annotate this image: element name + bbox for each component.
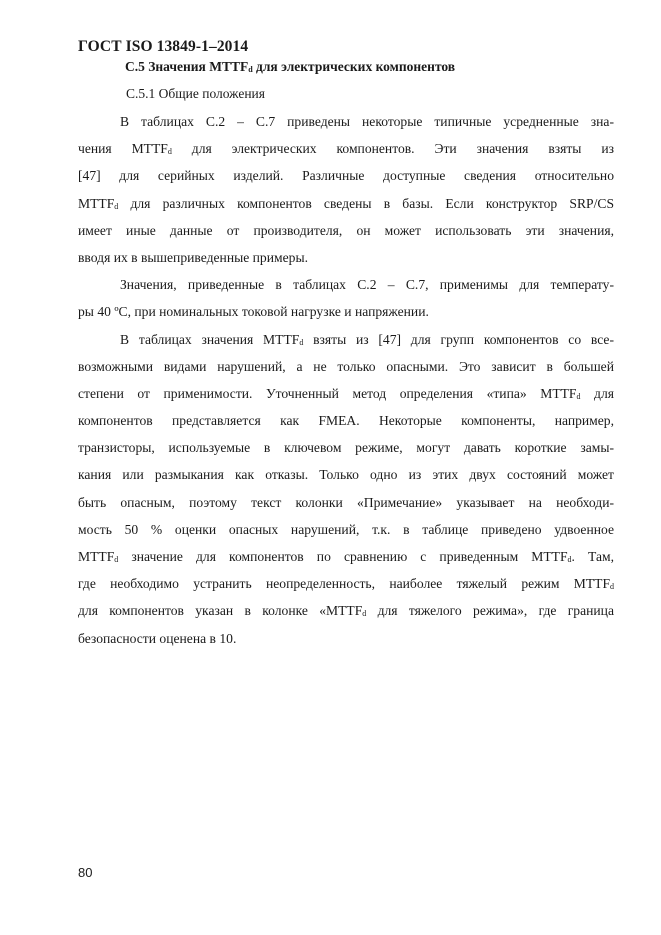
text-fragment: MTTF [78, 549, 115, 564]
subscript-d: d [114, 555, 119, 564]
text-line [78, 570, 614, 597]
text-line: ры 40 ºC, при номинальных токовой нагрузке и напряжении. [78, 304, 429, 320]
text-fragment: . Там, [571, 549, 615, 564]
body-text [78, 108, 614, 652]
text-line [78, 326, 614, 353]
subscript-d: d [567, 555, 572, 564]
text-line: имеет иные данные от производителя, он может использовать эти значения, [78, 222, 614, 238]
text-line [78, 597, 614, 624]
text-fragment: для компонентов указан в колонке «MTTF [78, 603, 363, 619]
subscript-d: d [362, 609, 367, 619]
text-line: транзисторы, используемые в ключевом режиме, могут давать короткие замы- [78, 440, 614, 456]
text-fragment: чения MTTF [78, 141, 168, 157]
text-fragment: В таблицах значения MTTF [120, 331, 300, 347]
text-line: вводя их в вышеприведенные примеры. [78, 249, 308, 265]
text-fragment: MTTF [78, 195, 115, 211]
subscript-d: d [114, 201, 119, 211]
subscript-d: d [610, 582, 614, 592]
text-fragment: взяты из [47] для групп компонентов со все- [303, 331, 614, 347]
subscript-d: d [299, 337, 304, 347]
text-line: быть опасным, поэтому текст колонки «Примечание» указывает на необходи- [78, 494, 614, 510]
text-fragment: для различных компонентов сведены в базы. Если конструктор SRP/CS [118, 195, 614, 211]
text-line: безопасности оценена в 10. [78, 630, 237, 646]
subscript-d: d [576, 391, 581, 401]
text-line [78, 190, 614, 217]
subscript-d: d [167, 147, 172, 157]
text-fragment: где необходимо устранить неопределенность, наиболее тяжелый режим MTTF [78, 576, 610, 592]
text-line: В таблицах С.2 – С.7 приведены некоторые типичные усредненные зна- [120, 114, 614, 129]
text-fragment: для тяжелого режима», где граница [366, 603, 614, 619]
text-fragment: степени от применимости. Уточненный метод определения «типа» MTTF [78, 385, 577, 401]
text-line: возможными видами нарушений, а не только опасными. Это зависит в большей [78, 358, 614, 374]
text-line: кания или размыкания как отказы. Только одно из этих двух состояний может [78, 467, 614, 483]
text-fragment: для [580, 385, 614, 401]
text-line [78, 543, 614, 570]
text-line [78, 380, 614, 407]
text-line: [47] для серийных изделий. Различные доступные сведения относительно [78, 168, 614, 184]
subscript-d: d [248, 65, 253, 74]
text-line: компонентов представляется как FMEA. Некоторые компоненты, например, [78, 413, 614, 429]
text-line [78, 135, 614, 162]
section-title [125, 59, 455, 75]
text-fragment: для электрических компонентов. Эти значения взяты из [171, 141, 615, 157]
text-line: мость 50 % оценки опасных нарушений, т.к. в таблице приведено удвоенное [78, 521, 614, 537]
page-number: 80 [78, 865, 93, 880]
text-line: Значения, приведенные в таблицах С.2 – С.7, применимы для температу- [120, 277, 614, 293]
subsection-title: С.5.1 Общие положения [126, 86, 265, 101]
text-fragment: значение для компонентов по сравнению с приведенным MTTF [118, 549, 568, 564]
section-title-text-end: для электрических компонентов [252, 59, 456, 74]
document-code: ГОСТ ISO 13849-1–2014 [78, 38, 249, 55]
section-title-text: С.5 Значения MTTF [125, 59, 249, 74]
